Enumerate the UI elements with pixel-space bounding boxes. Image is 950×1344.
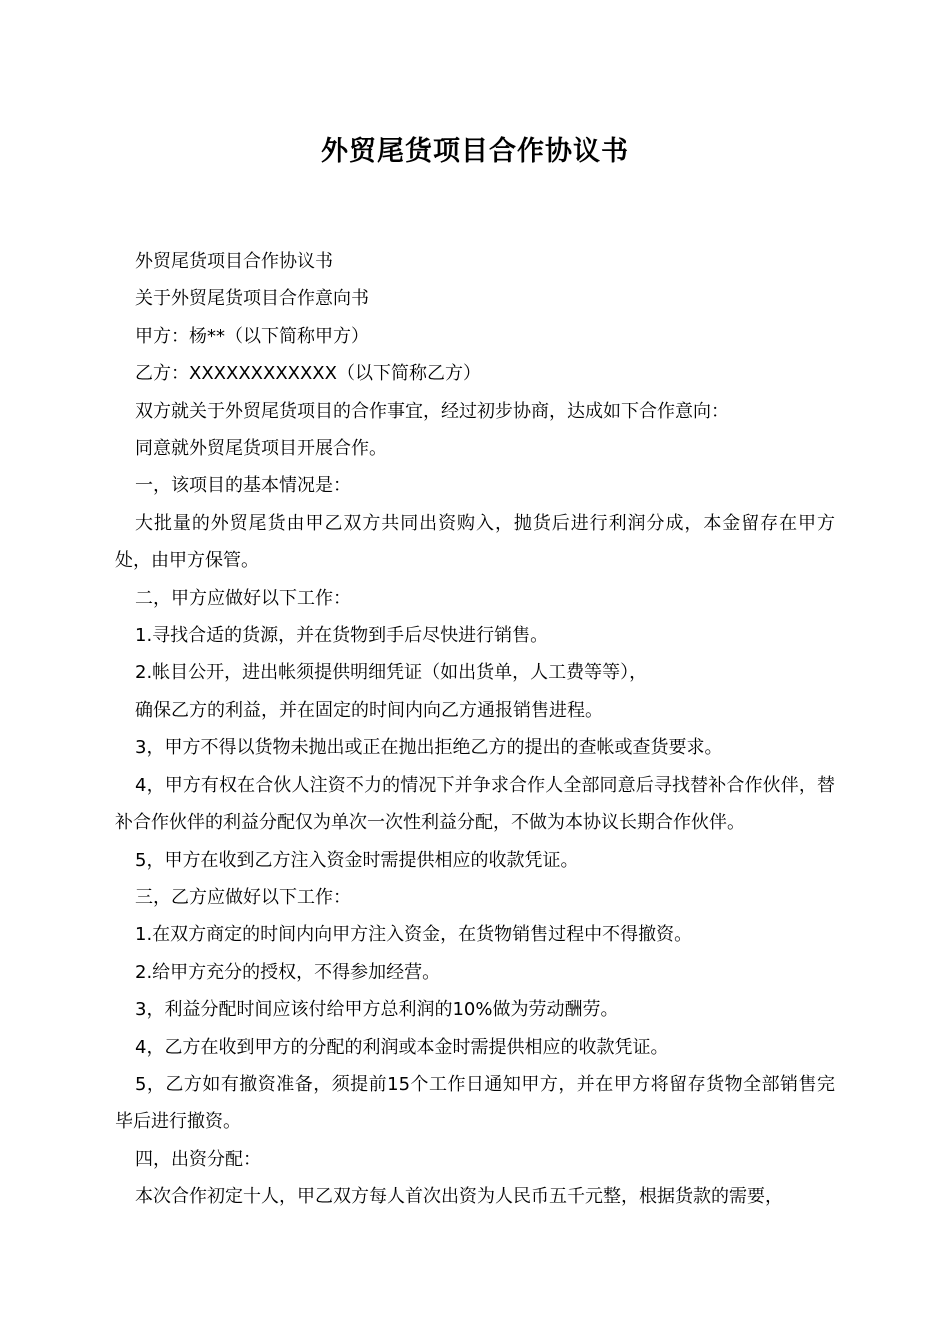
paragraph-heading-repeat: 外贸尾货项目合作协议书 [135,251,333,272]
list-item-a3: 3，甲方不得以货物未抛出或正在抛出拒绝乙方的提出的查帐或查货要求。 [135,737,723,759]
paragraph-basics: 大批量的外贸尾货由甲乙双方共同出资购入，抛货后进行利润分成，本金留存在甲方处，由甲方保管。 [115,512,835,572]
list-item-a2-continued: 确保乙方的利益，并在固定的时间内向乙方通报销售进程。 [135,699,603,721]
section-heading-party-a-duties: 二，甲方应做好以下工作： [135,587,351,609]
document-title: 外贸尾货项目合作协议书 [321,136,629,167]
paragraph-party-b: 乙方：XXXXXXXXXXXX（以下简称乙方） [135,363,481,385]
list-item-a5: 5，甲方在收到乙方注入资金时需提供相应的收款凭证。 [135,849,579,871]
paragraph-intent-title: 关于外贸尾货项目合作意向书 [135,288,369,310]
list-item-b2: 2.给甲方充分的授权，不得参加经营。 [135,961,441,983]
list-item-b5: 5，乙方如有撤资准备，须提前15个工作日通知甲方，并在甲方将留存货物全部销售完毕后进行撤资。 [115,1073,835,1133]
section-heading-party-b-duties: 三，乙方应做好以下工作： [135,886,351,908]
paragraph-party-a: 甲方：杨**（以下简称甲方） [135,325,369,347]
paragraph-preamble: 双方就关于外贸尾货项目的合作事宜，经过初步协商，达成如下合作意向： [135,400,729,422]
list-item-a2: 2.帐目公开，进出帐须提供明细凭证（如出货单，人工费等等）， [135,662,648,684]
list-item-b3: 3，利益分配时间应该付给甲方总利润的10%做为劳动酬劳。 [135,999,619,1021]
list-item-b1: 1.在双方商定的时间内向甲方注入资金，在货物销售过程中不得撤资。 [135,924,693,946]
list-item-b4: 4，乙方在收到甲方的分配的利润或本金时需提供相应的收款凭证。 [135,1036,669,1058]
section-heading-investment: 四，出资分配： [135,1148,261,1170]
paragraph-agreement: 同意就外贸尾货项目开展合作。 [135,438,387,460]
paragraph-investment: 本次合作初定十人，甲乙双方每人首次出资为人民币五千元整，根据货款的需要， [135,1186,783,1208]
section-heading-basics: 一，该项目的基本情况是： [135,475,351,497]
document-body [115,243,835,1216]
list-item-a1: 1.寻找合适的货源，并在货物到手后尽快进行销售。 [135,625,549,647]
list-item-a4: 4，甲方有权在合伙人注资不力的情况下并争求合作人全部同意后寻找替补合作伙伴，替补合作伙伴的利益分配仅为单次一次性利益分配，不做为本协议长期合作伙伴。 [115,774,835,834]
